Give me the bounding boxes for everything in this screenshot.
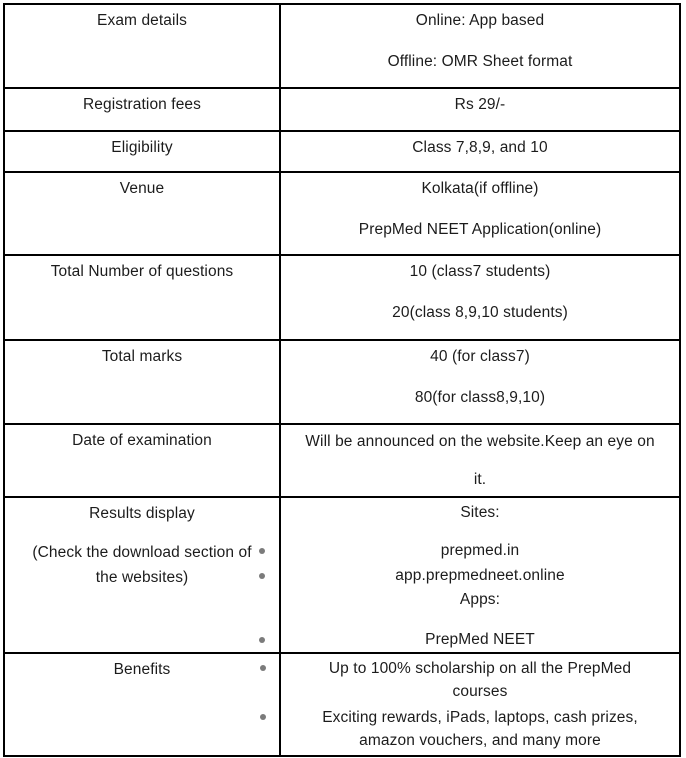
row-label-cell-exam-date — [5, 425, 281, 498]
list-item-text: app.prepmedneet.online — [395, 567, 565, 584]
value-line: 40 (for class7) — [430, 348, 530, 365]
row-label: Benefits — [113, 661, 171, 678]
bullet-icon — [260, 665, 266, 671]
row-label: Results display — [89, 505, 195, 522]
row-label-cell-exam-details — [5, 5, 281, 89]
list-item-text: Up to 100% scholarship on all the PrepMed courses — [328, 660, 632, 700]
value-line: 80(for class8,9,10) — [414, 389, 546, 406]
list-item — [315, 706, 645, 752]
row-value-cell-total-marks — [281, 341, 679, 425]
list-item — [281, 501, 679, 525]
list-item — [281, 628, 679, 652]
bullet-icon — [259, 573, 265, 579]
list-item — [281, 539, 679, 563]
row-value-cell-venue — [281, 173, 679, 256]
row-label: Total marks — [101, 348, 183, 365]
list-item-text: Sites: — [460, 504, 500, 521]
bullet-icon — [259, 548, 265, 554]
row-label-cell-results-display — [5, 498, 281, 654]
value-line: Offline: OMR Sheet format — [387, 53, 573, 70]
list-item-text: PrepMed NEET — [425, 631, 535, 648]
value-line: PrepMed NEET Application(online) — [358, 221, 602, 238]
row-label: Total Number of questions — [50, 263, 234, 280]
value-line: Will be announced on the website.Keep an eye on it. — [305, 433, 655, 488]
row-label-cell-venue — [5, 173, 281, 256]
value-line: 10 (class7 students) — [409, 263, 551, 280]
value-line: Kolkata(if offline) — [421, 180, 539, 197]
list-item — [315, 657, 645, 703]
list-item-text: Apps: — [459, 591, 501, 608]
list-item — [281, 564, 679, 588]
value-line: Online: App based — [415, 12, 545, 29]
row-label-cell-registration-fees — [5, 89, 281, 132]
row-label: Registration fees — [82, 96, 201, 113]
row-label-cell-total-marks — [5, 341, 281, 425]
row-label: Date of examination — [72, 432, 212, 449]
row-label: Venue — [119, 180, 165, 197]
row-value-cell-registration-fees — [281, 89, 679, 132]
row-value-cell-benefits — [281, 654, 679, 755]
bullet-icon — [260, 714, 266, 720]
value-line: Rs 29/- — [454, 96, 506, 113]
row-value-cell-exam-details — [281, 5, 679, 89]
list-item-text: prepmed.in — [440, 542, 520, 559]
value-line: Class 7,8,9, and 10 — [412, 139, 548, 156]
row-value-cell-results-display — [281, 498, 679, 654]
row-label-cell-total-questions — [5, 256, 281, 341]
row-label: Exam details — [97, 12, 187, 29]
row-value-cell-total-questions — [281, 256, 679, 341]
bullet-icon — [259, 637, 265, 643]
row-label-cell-benefits — [5, 654, 281, 755]
list-item-text: Exciting rewards, iPads, laptops, cash prizes, amazon vouchers, and many more — [322, 709, 638, 749]
value-line: 20(class 8,9,10 students) — [392, 304, 568, 321]
exam-details-table — [3, 3, 681, 757]
list-item — [281, 588, 679, 612]
row-label-note: (Check the download section of the websites) — [32, 544, 252, 586]
row-label: Eligibility — [111, 139, 173, 156]
row-value-cell-eligibility — [281, 132, 679, 173]
row-label-cell-eligibility — [5, 132, 281, 173]
row-value-cell-exam-date — [281, 425, 679, 498]
